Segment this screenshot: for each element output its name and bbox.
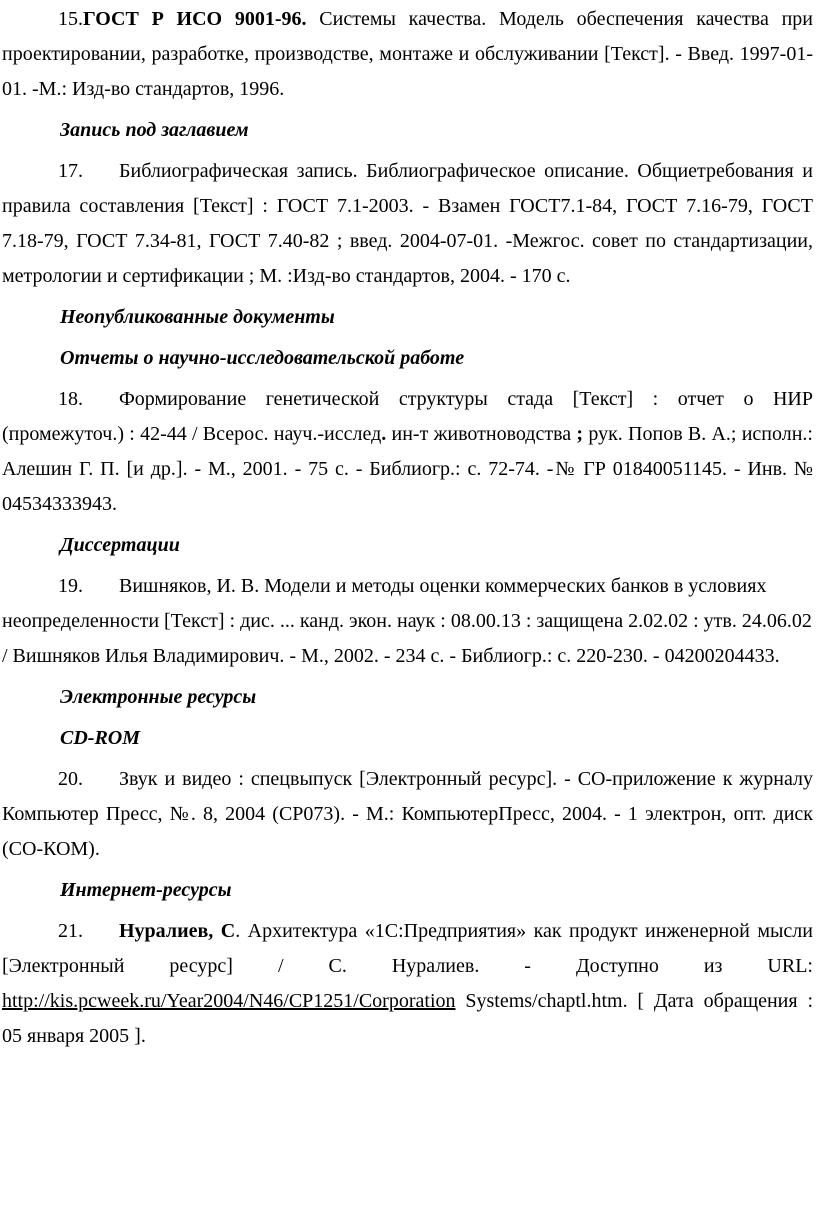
section-heading-title-record: Запись под заглавием	[60, 119, 249, 141]
entry-text: . Архитектура «1С:Предприятия» как продукт инженерной мысли [Электронный ресурс] / С. Нуралиев. - Доступно из URL:	[2, 920, 813, 977]
entry-text: Вишняков, И. В. Модели и методы оценки коммерческих банков в условиях неопределенности [Текст] : дис. ... канд. экон. наук : 08.00.13 : защищена 2.02.02 : утв. 24.06.02 / Вишняков Илья Владимирович. - М., 2002. - 234 с. - Библиогр.: с. 220-230. - 04200204433.	[2, 575, 812, 667]
entry-bold-semicolon: ;	[576, 423, 584, 445]
entry-author-bold: Нуралиев, С	[119, 920, 236, 942]
entry-text: Библиографическая запись. Библиографическое описание. Общиетребования и правила составления [Текст] : ГОСТ 7.1-2003. - Взамен ГОСТ7.1-84, ГОСТ 7.16-79, ГОСТ 7.18-79, ГОСТ 7.34-81, ГОСТ 7.40-82 ; введ. 2004-07-01. -Межгос. совет по стандартизации, метрологии и сертификации ; М. :Изд-во стандартов, 2004. - 170 с.	[2, 160, 813, 287]
entry-bold-dot: .	[381, 423, 387, 445]
bib-entry-18	[2, 382, 813, 522]
bib-entry-15	[2, 2, 813, 107]
entry-number: 18.	[58, 388, 83, 410]
entry-url-link[interactable]: http://kis.pcweek.ru/Year2004/N46/CP1251/Corporation	[2, 990, 456, 1012]
section-heading-cdrom: CD-ROM	[60, 727, 141, 749]
bib-entry-17	[2, 154, 813, 294]
entry-number: 19.	[58, 575, 83, 597]
entry-number: 17.	[58, 160, 83, 182]
entry-text: Звук и видео : спецвыпуск [Электронный ресурс]. - СО-приложение к журналу Компьютер Пресс, №. 8, 2004 (СР073). - М.: КомпьютерПресс, 2004. - 1 электрон, опт. диск (СО-КОМ).	[2, 768, 813, 860]
section-heading-internet: Интернет-ресурсы	[60, 879, 232, 901]
bib-entry-21	[2, 914, 813, 1054]
entry-number: 20.	[58, 768, 83, 790]
section-heading-reports: Отчеты о научно-исследовательской работе	[60, 347, 465, 369]
entry-number: 15.	[58, 8, 83, 30]
entry-text: Systems/chaptl.htm. [ Дата обращения : 05 января 2005 ].	[2, 990, 813, 1047]
entry-number: 21.	[58, 920, 83, 942]
entry-text: рук. Попов В. А.; исполн.: Алешин Г. П. [и др.]. - М., 2001. - 75 с. - Библиогр.: с. 72-74. -№ ГР 01840051145. - Инв. № 04534333943.	[2, 423, 813, 515]
entry-text: Системы качества. Модель обеспечения качества при проектировании, разработке, производстве, монтаже и обслуживании [Текст]. - Введ. 1997-01-01. -М.: Изд-во стандартов, 1996.	[2, 8, 813, 100]
section-heading-unpublished: Неопубликованные документы	[60, 306, 335, 328]
entry-text: ин-т животноводства	[386, 423, 577, 445]
entry-text: Формирование генетической структуры стада [Текст] : отчет о НИР (промежуточ.) : 42-44 / Всерос. науч.-исслед	[2, 388, 813, 445]
bib-entry-19	[2, 569, 813, 674]
section-heading-electronic: Электронные ресурсы	[60, 686, 257, 708]
entry-title-bold: ГОСТ Р ИСО 9001-96.	[83, 8, 307, 30]
section-heading-dissertations: Диссертации	[60, 534, 180, 556]
document-page	[0, 2, 816, 1207]
bib-entry-20	[2, 762, 813, 867]
